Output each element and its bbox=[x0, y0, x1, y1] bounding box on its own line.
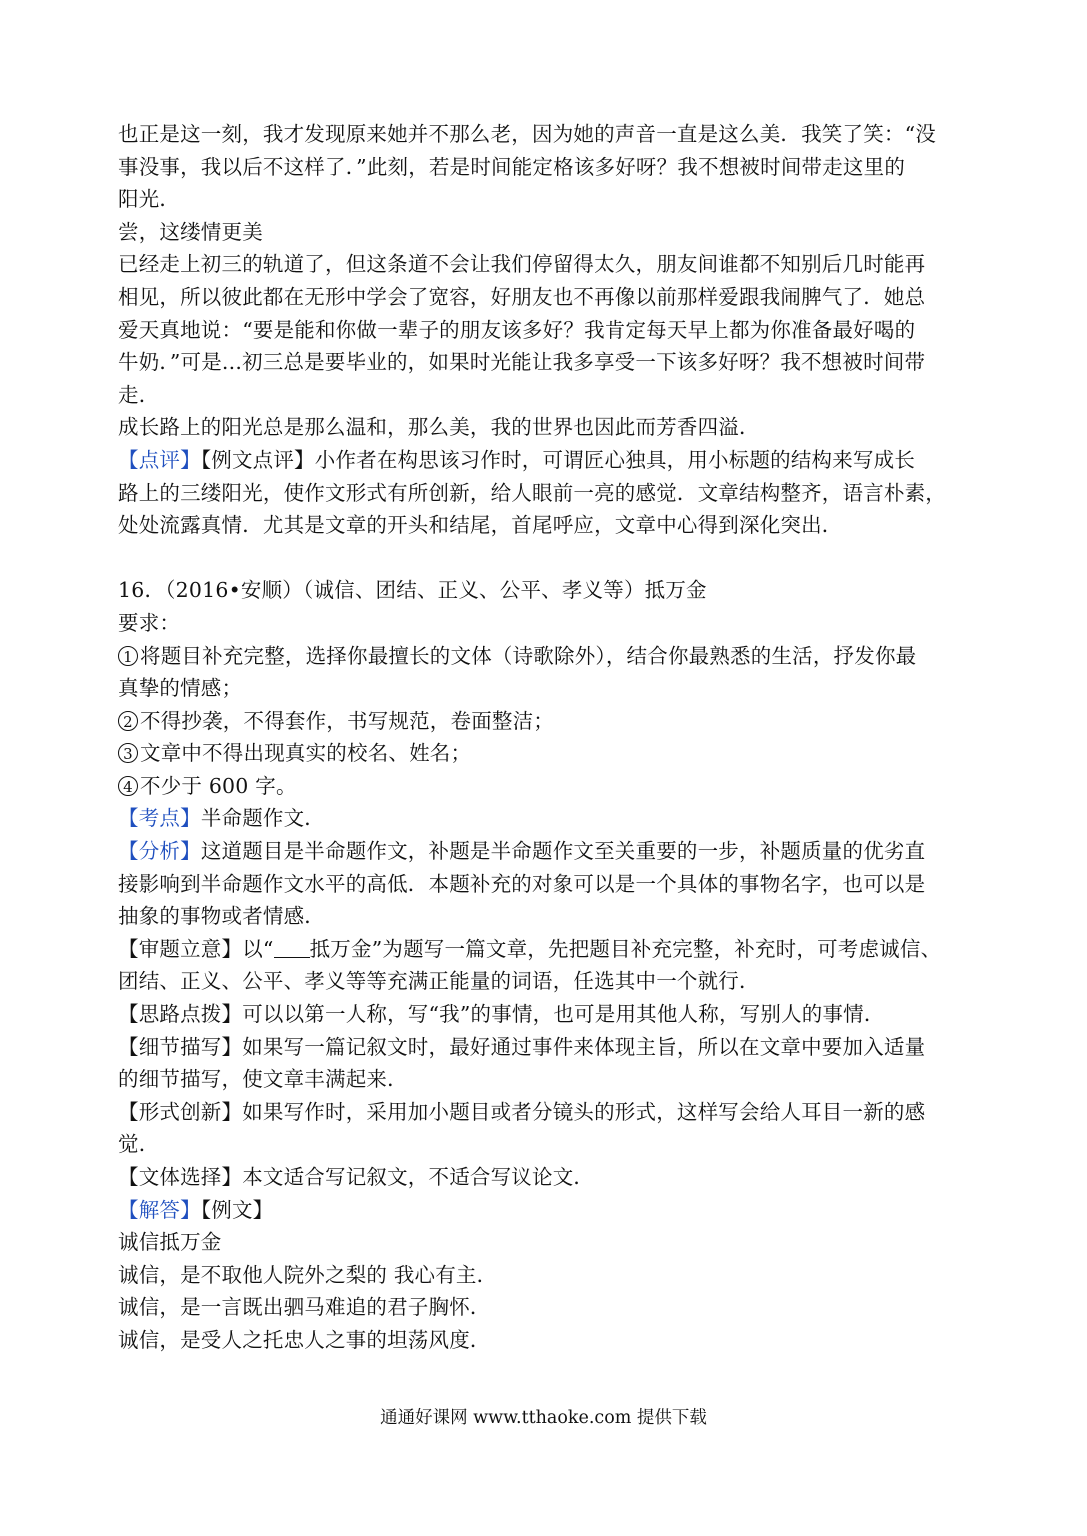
paragraph-line: 已经走上初三的轨道了，但这条道不会让我们停留得太久，朋友间谁都不知别后几时能再 bbox=[118, 252, 926, 277]
requirement-text: 不得抄袭，不得套作，书写规范，卷面整洁； bbox=[140, 708, 554, 733]
jieda-line bbox=[118, 1194, 974, 1227]
paragraph-line: 走． bbox=[118, 382, 160, 407]
requirement-item bbox=[118, 770, 974, 803]
kaodian-line bbox=[118, 802, 974, 835]
kaodian-text: 半命题作文． bbox=[200, 806, 326, 831]
xijie-line: 【细节描写】如果写一篇记叙文时，最好通过事件来体现主旨，所以在文章中要加入适量 bbox=[118, 1034, 926, 1059]
document-body bbox=[118, 118, 974, 1357]
fill-blank bbox=[274, 939, 310, 958]
paragraph-line: 牛奶．”可是...初三总是要毕业的，如果时光能让我多享受一下该多好呀？我不想被时间带 bbox=[118, 350, 926, 375]
shenti-line bbox=[118, 933, 974, 966]
requirement-item bbox=[118, 737, 974, 770]
fenxi-line: 抽象的事物或者情感． bbox=[118, 904, 325, 929]
spacer bbox=[118, 542, 974, 575]
wenti-line: 【文体选择】本文适合写记叙文，不适合写议论文． bbox=[118, 1165, 595, 1189]
fenxi-text: 这道题目是半命题作文，补题是半命题作文至关重要的一步，补题质量的优劣直 bbox=[200, 839, 926, 864]
comment-line: 处处流露真情．尤其是文章的开头和结尾，首尾呼应，文章中心得到深化突出． bbox=[118, 513, 843, 538]
fenxi-tag: 【分析】 bbox=[118, 839, 201, 864]
jieda-text: 【例文】 bbox=[200, 1197, 274, 1222]
shenti-pre: 【审题立意】以“ bbox=[118, 936, 274, 961]
essay-line: 诚信，是不取他人院外之梨的 我心有主． bbox=[118, 1262, 498, 1287]
requirement-text: 将题目补充完整，选择你最擅长的文体（诗歌除外），结合你最熟悉的生活，抒发你最 bbox=[140, 643, 917, 668]
paragraph-line: 事没事，我以后不这样了．”此刻，若是时间能定格该多好呀？我不想被时间带走这里的 bbox=[118, 154, 906, 179]
paragraph-line: 成长路上的阳光总是那么温和，那么美，我的世界也因此而芳香四溢． bbox=[118, 415, 760, 440]
paragraph-line: 也正是这一刻，我才发现原来她并不那么老，因为她的声音一直是这么美．我笑了笑：“没 bbox=[118, 122, 936, 146]
requirements-label: 要求： bbox=[118, 610, 181, 635]
paragraph-line: 相见，所以彼此都在无形中学会了宽容，好朋友也不再像以前那样爱跟我闹脾气了．她总 bbox=[118, 284, 926, 309]
essay-title: 诚信抵万金 bbox=[118, 1230, 222, 1255]
paragraph-line: 爱天真地说：“要是能和你做一辈子的朋友该多好？我肯定每天早上都为你准备最好喝的 bbox=[118, 317, 916, 342]
requirement-text: 文章中不得出现真实的校名、姓名； bbox=[140, 741, 472, 766]
number-circle-icon: 3 bbox=[118, 743, 138, 763]
comment-text: 【例文点评】小作者在构思该习作时，可谓匠心独具，用小标题的结构来写成长 bbox=[200, 447, 916, 472]
fenxi-line: 接影响到半命题作文水平的高低．本题补充的对象可以是一个具体的事物名字，也可以是 bbox=[118, 871, 926, 896]
paragraph-line: 阳光． bbox=[118, 187, 181, 212]
kaodian-tag: 【考点】 bbox=[118, 806, 201, 831]
shenti-post: 抵万金”为题写一篇文章，先把题目补充完整，补充时，可考虑诚信、 bbox=[309, 936, 942, 961]
silu-line: 【思路点拨】可以以第一人称，写“我”的事情，也可是用其他人称，写别人的事情． bbox=[118, 1002, 885, 1027]
essay-line: 诚信，是受人之托忠人之事的坦荡风度． bbox=[118, 1327, 491, 1352]
requirement-item: 真挚的情感； bbox=[118, 676, 243, 701]
comment-line bbox=[118, 444, 974, 477]
shenti-line: 团结、正义、公平、孝义等等充满正能量的词语，任选其中一个就行． bbox=[118, 969, 760, 994]
requirement-text: 不少于 600 字。 bbox=[140, 773, 297, 798]
xijie-line: 的细节描写，使文章丰满起来． bbox=[118, 1067, 408, 1092]
requirement-item bbox=[118, 705, 974, 738]
page-footer: 通通好课网 www.tthaoke.com 提供下载 bbox=[380, 1408, 707, 1428]
xingshi-line: 【形式创新】如果写作时，采用加小题目或者分镜头的形式，这样写会给人耳目一新的感 bbox=[118, 1099, 926, 1124]
requirement-item bbox=[118, 640, 974, 673]
comment-tag: 【点评】 bbox=[118, 447, 201, 472]
jieda-tag: 【解答】 bbox=[118, 1197, 201, 1222]
xingshi-line: 觉． bbox=[118, 1132, 160, 1157]
essay-line: 诚信，是一言既出驷马难追的君子胸怀． bbox=[118, 1295, 491, 1320]
number-circle-icon: 1 bbox=[118, 646, 138, 666]
number-circle-icon: 2 bbox=[118, 711, 138, 731]
fenxi-line bbox=[118, 835, 974, 868]
number-circle-icon: 4 bbox=[118, 776, 138, 796]
comment-line: 路上的三缕阳光，使作文形式有所创新，给人眼前一亮的感觉．文章结构整齐，语言朴素， bbox=[118, 480, 946, 505]
subheading: 尝，这缕情更美 bbox=[118, 219, 263, 244]
question-title: 16．（2016•安顺）（诚信、团结、正义、公平、孝义等）抵万金 bbox=[118, 578, 707, 603]
